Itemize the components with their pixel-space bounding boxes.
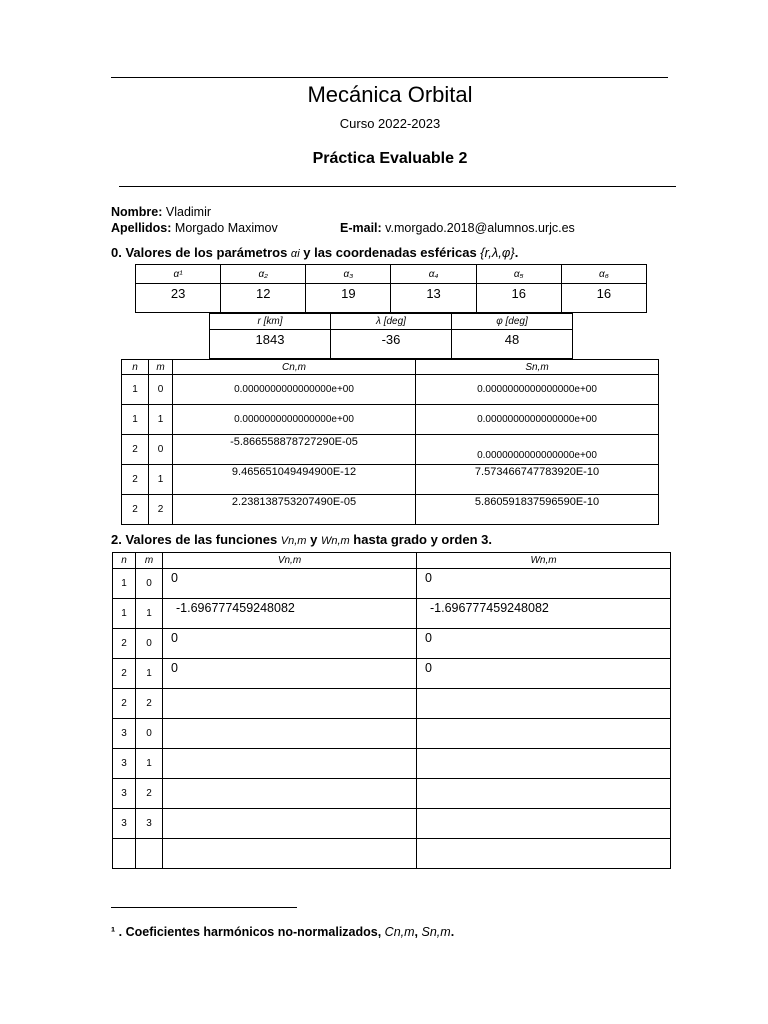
coefficients-table — [121, 359, 659, 525]
cell-w — [417, 719, 671, 749]
top-rule — [111, 77, 668, 78]
section-0-prefix: 0. Valores de los parámetros — [111, 245, 291, 260]
document-title: Mecánica Orbital — [307, 82, 473, 107]
alpha-value: 16 — [476, 284, 561, 313]
alpha-header: α₅ — [476, 265, 561, 284]
cell-v: 0 — [163, 659, 417, 689]
table-row — [113, 839, 671, 869]
cell-m: 1 — [149, 465, 173, 495]
student-email-line — [340, 221, 575, 235]
coords-table — [209, 313, 573, 359]
cell-n: 3 — [113, 719, 136, 749]
coef-header-n: n — [122, 360, 149, 375]
coords-value: -36 — [331, 330, 452, 359]
alpha-header: α₂ — [221, 265, 306, 284]
cell-m: 0 — [149, 375, 173, 405]
cell-v — [163, 719, 417, 749]
footnote — [111, 925, 454, 939]
table-row — [113, 779, 671, 809]
cell-m: 2 — [136, 779, 163, 809]
coef-header-m: m — [149, 360, 173, 375]
cell-n: 3 — [113, 779, 136, 809]
coef-header-s: Sn,m — [416, 360, 659, 375]
email-label: E-mail: — [340, 221, 382, 235]
table-row — [122, 405, 659, 435]
cell-s: 0.0000000000000000e+00 — [416, 375, 659, 405]
cell-m — [136, 839, 163, 869]
cell-v — [163, 809, 417, 839]
cell-v: 0 — [163, 569, 417, 599]
cell-w — [417, 779, 671, 809]
footnote-marker: ¹ — [111, 925, 116, 939]
table-row — [122, 435, 659, 465]
coords-header: φ [deg] — [452, 314, 573, 330]
cell-s: 0.0000000000000000e+00 — [416, 435, 659, 465]
cell-n: 2 — [113, 659, 136, 689]
cell-w: 0 — [417, 569, 671, 599]
alpha-value: 12 — [221, 284, 306, 313]
v-symbol: Vn,m — [280, 535, 307, 547]
section-0-suffix: . — [514, 245, 519, 260]
cell-w: 0 — [417, 629, 671, 659]
section-2-suffix: hasta grado y orden 3. — [349, 532, 493, 547]
student-surname-line — [111, 221, 278, 235]
cell-v — [163, 689, 417, 719]
table-row — [122, 495, 659, 525]
table-row — [113, 659, 671, 689]
cell-n: 1 — [113, 569, 136, 599]
section-0-middle: y las coordenadas esféricas — [299, 245, 481, 260]
cell-n: 1 — [122, 405, 149, 435]
cell-s: 0.0000000000000000e+00 — [416, 405, 659, 435]
coords-value: 48 — [452, 330, 573, 359]
cell-n: 2 — [122, 495, 149, 525]
practice-title: Práctica Evaluable 2 — [312, 150, 468, 167]
student-name: Vladimir — [165, 205, 212, 219]
cell-n: 2 — [113, 689, 136, 719]
alpha-header: α₃ — [306, 265, 391, 284]
vw-header-v: Vn,m — [163, 553, 417, 569]
cell-w — [417, 749, 671, 779]
cell-n: 3 — [113, 809, 136, 839]
cell-m: 1 — [136, 599, 163, 629]
header-rule — [119, 186, 676, 187]
cell-c: 2.238138753207490E-05 — [173, 495, 416, 525]
student-name-line — [111, 205, 211, 219]
section-2-heading — [111, 532, 492, 547]
cell-v — [163, 779, 417, 809]
cell-w — [417, 839, 671, 869]
cell-w: 0 — [417, 659, 671, 689]
cell-m: 0 — [136, 569, 163, 599]
footnote-end: . — [450, 925, 455, 939]
alpha-header: α¹ — [136, 265, 221, 284]
coef-header-c: Cn,m — [173, 360, 416, 375]
table-row — [113, 629, 671, 659]
alpha-value: 19 — [306, 284, 391, 313]
table-row — [113, 599, 671, 629]
cell-c: 0.0000000000000000e+00 — [173, 405, 416, 435]
vw-header-w: Wn,m — [417, 553, 671, 569]
cell-s: 5.860591837596590E-10 — [416, 495, 659, 525]
cell-c: 0.0000000000000000e+00 — [173, 375, 416, 405]
table-row — [113, 719, 671, 749]
name-label: Nombre: — [111, 205, 163, 219]
alpha-table — [135, 264, 647, 313]
cell-m: 1 — [136, 749, 163, 779]
cell-m: 0 — [136, 629, 163, 659]
section-0-heading — [111, 245, 518, 260]
cell-m: 0 — [149, 435, 173, 465]
c-symbol: Cn,m — [384, 925, 415, 939]
alpha-header: α₄ — [391, 265, 476, 284]
cell-w — [417, 689, 671, 719]
footnote-text: . Coeficientes harmónicos no-normalizados, — [115, 925, 385, 939]
alpha-header: α₆ — [561, 265, 646, 284]
table-row — [113, 569, 671, 599]
coords-header: r [km] — [210, 314, 331, 330]
cell-w — [417, 809, 671, 839]
surname-label: Apellidos: — [111, 221, 172, 235]
cell-m: 2 — [136, 689, 163, 719]
vw-table — [112, 552, 671, 869]
table-row — [113, 749, 671, 779]
cell-s: 7.573466747783920E-10 — [416, 465, 659, 495]
alpha-value: 13 — [391, 284, 476, 313]
cell-m: 3 — [136, 809, 163, 839]
alpha-value: 23 — [136, 284, 221, 313]
student-email: v.morgado.2018@alumnos.urjc.es — [385, 221, 575, 235]
cell-n: 1 — [122, 375, 149, 405]
s-symbol: Sn,m — [421, 925, 451, 939]
vw-header-m: m — [136, 553, 163, 569]
table-row — [122, 465, 659, 495]
cell-v — [163, 749, 417, 779]
cell-w: -1.696777459248082 — [417, 599, 671, 629]
cell-n: 2 — [122, 435, 149, 465]
table-row — [122, 375, 659, 405]
cell-m: 1 — [136, 659, 163, 689]
coords-value: 1843 — [210, 330, 331, 359]
vw-header-n: n — [113, 553, 136, 569]
cell-c: 9.465651049494900E-12 — [173, 465, 416, 495]
coords-header: λ [deg] — [331, 314, 452, 330]
table-row — [113, 809, 671, 839]
cell-v — [163, 839, 417, 869]
section-2-middle: y — [306, 532, 321, 547]
cell-n: 2 — [122, 465, 149, 495]
footnote-sep: , — [414, 925, 422, 939]
w-symbol: Wn,m — [320, 535, 350, 547]
cell-m: 2 — [149, 495, 173, 525]
cell-n: 2 — [113, 629, 136, 659]
footnote-rule — [111, 907, 297, 908]
cell-c: -5.866558878727290E-05 — [173, 435, 416, 465]
cell-n: 3 — [113, 749, 136, 779]
section-2-prefix: 2. Valores de las funciones — [111, 532, 281, 547]
alpha-value: 16 — [561, 284, 646, 313]
cell-m: 1 — [149, 405, 173, 435]
cell-n: 1 — [113, 599, 136, 629]
table-row — [113, 689, 671, 719]
alpha-symbol: αi — [290, 248, 300, 260]
course-year: Curso 2022-2023 — [339, 116, 441, 131]
coords-symbol: {r,λ,φ} — [480, 245, 515, 260]
cell-n — [113, 839, 136, 869]
cell-v: -1.696777459248082 — [163, 599, 417, 629]
cell-m: 0 — [136, 719, 163, 749]
student-surname: Morgado Maximov — [174, 221, 278, 235]
cell-v: 0 — [163, 629, 417, 659]
